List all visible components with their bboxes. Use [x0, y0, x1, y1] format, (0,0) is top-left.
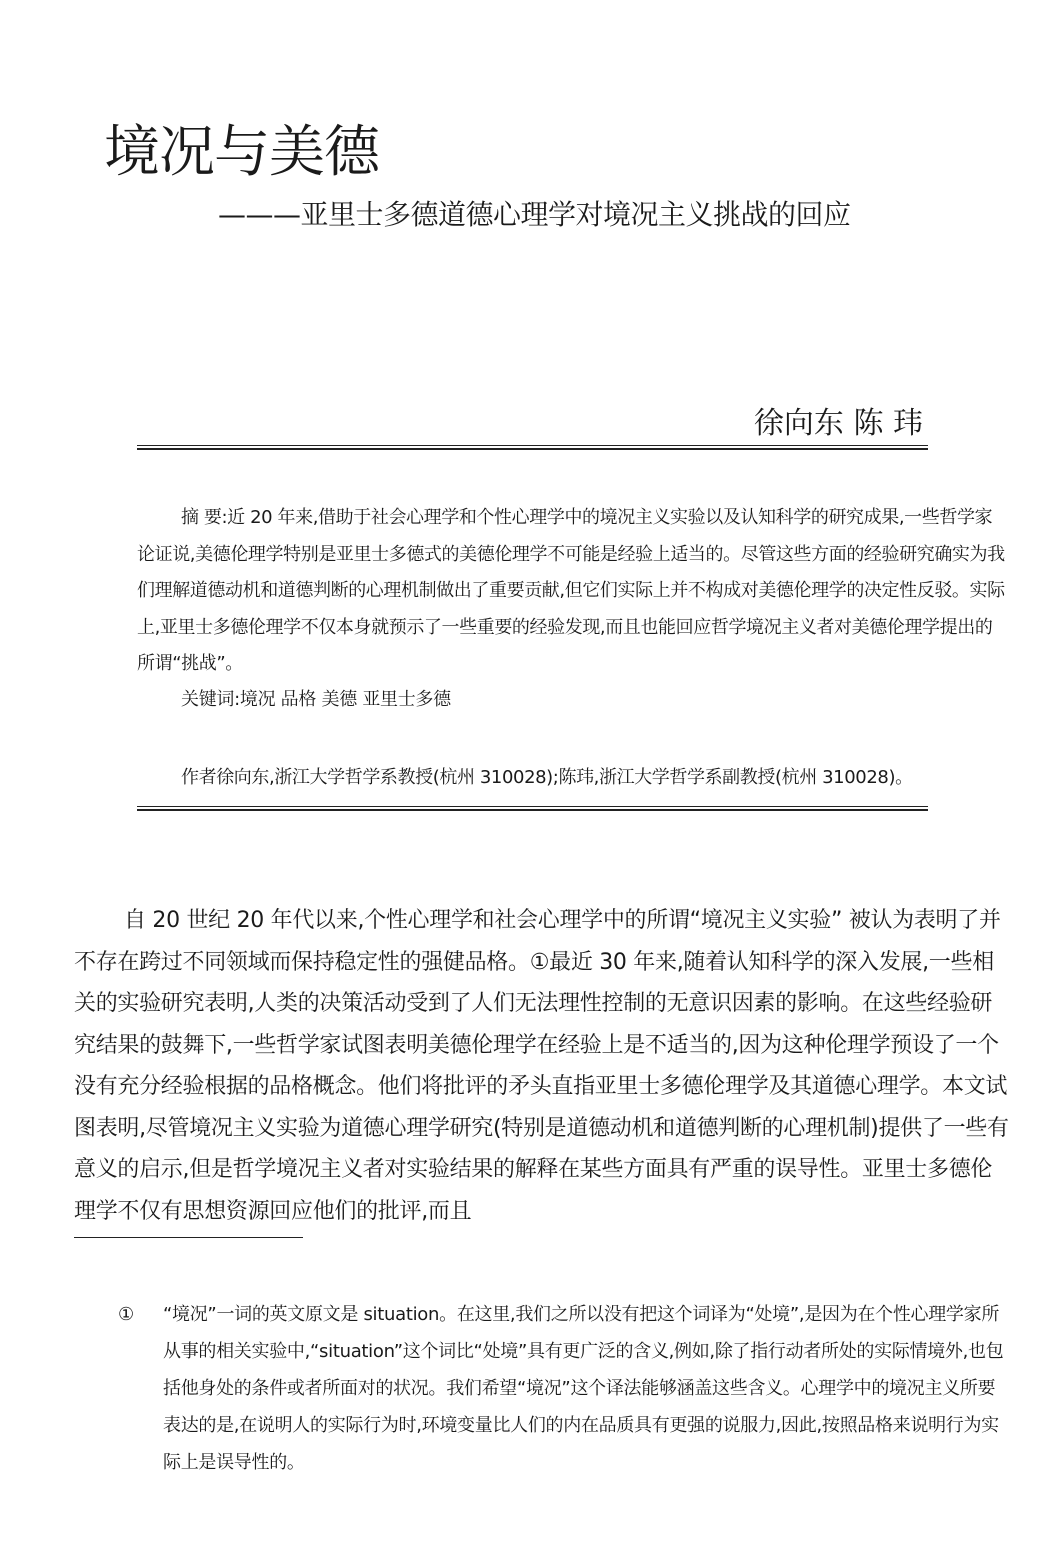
author-note: 作者徐向东,浙江大学哲学系教授(杭州 310028);陈玮,浙江大学哲学系副教授(杭州 310028)。: [181, 767, 913, 788]
article-subtitle: ———亚里士多德道德心理学对境况主义挑战的回应: [218, 198, 851, 231]
footnote-separator: [74, 1237, 303, 1238]
body-text: [74, 900, 1009, 1232]
abstract-text: 摘 要:近 20 年来,借助于社会心理学和个性心理学中的境况主义实验以及认知科学的研究成果,一些哲学家论证说,美德伦理学特别是亚里士多德式的美德伦理学不可能是经验上适当的。尽管这些方面的经验研究确实为我们理解道德动机和道德判断的心理机制做出了重要贡献,但它们实际上并不构成对美德伦理学的决定性反驳。实际上,亚里士多德伦理学不仅本身就预示了一些重要的经验发现,而且也能回应哲学境况主义者对美德伦理学提出的所谓“挑战”。: [137, 507, 1005, 674]
body-paragraph: 自 20 世纪 20 年代以来,个性心理学和社会心理学中的所谓“境况主义实验” 被认为表明了并不存在跨过不同领域而保持稳定性的强健品格。①最近 30 年来,随着认知科学的深入发展,一些相关的实验研究表明,人类的决策活动受到了人们无法理性控制的无意识因素的影响。在这些经验研究结果的鼓舞下,一些哲学家试图表明美德伦理学在经验上是不适当的,因为这种伦理学预设了一个没有充分经验根据的品格概念。他们将批评的矛头直指亚里士多德伦理学及其道德心理学。本文试图表明,尽管境况主义实验为道德心理学研究(特别是道德动机和道德判断的心理机制)提供了一些有意义的启示,但是哲学境况主义者对实验结果的解释在某些方面具有严重的误导性。亚里士多德伦理学不仅有思想资源回应他们的批评,而且: [74, 908, 1009, 1224]
footnote-mark: ①: [118, 1304, 134, 1325]
footnote: [118, 1296, 1008, 1481]
authors: 徐向东 陈 玮: [753, 406, 923, 441]
keywords: 关键词:境况 品格 美德 亚里士多德: [181, 689, 451, 710]
top-divider: [137, 445, 928, 450]
bottom-divider: [137, 806, 928, 811]
footnote-text: “境况”一词的英文原文是 situation。在这里,我们之所以没有把这个词译为“处境”,是因为在个性心理学家所从事的相关实验中,“situation”这个词比“处境”具有更广泛的含义,例如,除了指行动者所处的实际情境外,也包括他身处的条件或者所面对的状况。我们希望“境况”这个译法能够涵盖这些含义。心理学中的境况主义所要表达的是,在说明人的实际行为时,环境变量比人们的内在品质具有更强的说服力,因此,按照品格来说明行为实际上是误导性的。: [163, 1304, 1004, 1473]
abstract: [137, 500, 1005, 683]
article-title: 境况与美德: [104, 120, 379, 185]
